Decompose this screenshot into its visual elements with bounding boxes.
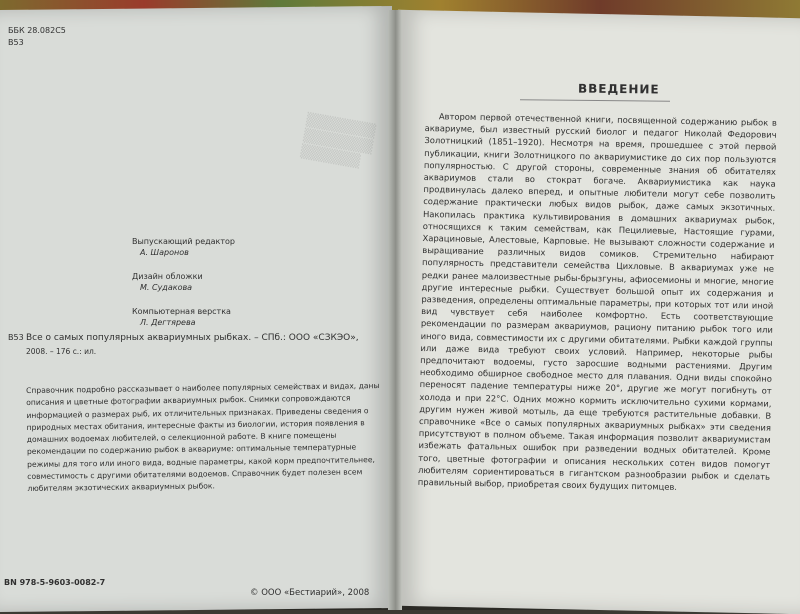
credit-name: А. Шаронов (140, 248, 189, 257)
catalog-code: В53 (8, 333, 24, 342)
credit-role: Компьютерная верстка (132, 307, 231, 316)
bbk-block (8, 25, 66, 49)
credit-cover-design (132, 271, 372, 293)
bbk-code: В53 (8, 38, 24, 47)
abstract-paragraph: Справочник подробно рассказывает о наиболее популярных семействах и видах, даны описания и цветные фотографии аквариумных рыбок. Снимки сопровождаются информацией о размерах рыб, их отличительных признаках. Приведены сведения о природных местах обитания, интересные факты из биологии, история появления в домашних водоемах любителей, о селекционной работе. В книге помещены рекомендации по содержанию рыбок в аквариуме: оптимальные температурные режимы для того или иного вида, водные параметры, какой корм предпочтительнее, совместимость с другими обитателями водоемов. Справочник будет полезен всем любителям экзотических аквариумных рыбок. (26, 381, 380, 494)
isbn: BN 978-5-9603-0082-7 (4, 578, 106, 587)
credit-editor (132, 236, 372, 258)
credit-role: Дизайн обложки (132, 272, 203, 281)
bibliographic-entry (26, 332, 376, 358)
credit-name: М. Судакова (140, 283, 193, 292)
credits-block (132, 236, 372, 341)
credit-layout (132, 306, 372, 328)
chapter-heading: ВВЕДЕНИЕ (577, 81, 660, 97)
credit-role: Выпускающий редактор (132, 237, 236, 246)
show-through-shadow: ▒▒▒▒▒▒▒ ▒▒▒▒▒▒▒ ▒▒▒▒▒▒ (299, 112, 377, 170)
publication-line: 2008. – 176 с.: ил. (26, 347, 97, 356)
introduction-paragraph: Автором первой отечественной книги, посвященной содержанию рыбок в аквариуме, был известный русский биолог и педагог Николай Федорович Золотницкий (1851–1920). Несмотря на время, прошедшее с этой первой публикации, книги Золотницкого по аквариумистике до сих пор пользуются популярностью. С другой стороны, современные знания об обитателях аквариумов стали во стократ богаче. Аквариумистика как наука продвинулась далеко вперед, и опытные любители могут себе позволить содержание практически любых видов рыбок, даже самых экзотичных. Накопилась практика культивирования в домашних аквариумах рыбок, относящихся к таким семействам, как Пецилиевые, Настоящие гурами, Харациновые, Алестовые, Карповые. Не вызывают сложности содержание и выращивание различных видов сомиков. Стремительно набирают популярность представители семейства Цихловые. В аквариумах уже не редки ранее малоизвестные рыбы-брызгуны, афиосемионы и многие, многие другие интересные рыбки. Существует большой опыт их содержания и разведения, определены оптимальные параметры, при которых тот или иной вид чувствует себя наиболее комфортно. Есть соответствующие рекомендации по размерам аквариумов, рациону питанию рыбок того или иного вида, совместимости их с другими обитателями. Рыбки каждой группы или даже вида требуют своих условий. Например, некоторые рыбы предпочитают водоемы, густо заросшие водными растениями. Другим необходимо обширное свободное место для плавания. Одни виды спокойно переносят падение температуры ниже 20°, другие же могут погибнуть от холода и при 22°С. Одних можно кормить исключительно сухими кормами, другим нужен живой мотыль, да еще требуются растительные добавки. В справочнике «Все о самых популярных аквариумных рыбках» эти сведения присутствуют в полном объеме. Такая информация позволит аквариумистам избежать фатальных ошибок при разведении водных обитателей. Кроме того, цветные фотографии и описания нескольких сотен видов помогут любителям сориентироваться в гигантском разнообразии рыбок и сделать правильный выбор, приобретая своих будущих питомцев. (417, 111, 777, 493)
bbk-index: ББК 28.082С5 (8, 26, 66, 35)
credit-name: Л. Дегтярева (140, 318, 196, 327)
copyright: © ООО «Бестиарий», 2008 (250, 588, 370, 598)
book-title-line: Все о самых популярных аквариумных рыбках. – СПб.: ООО «СЗКЭО», (26, 333, 359, 343)
book-gutter (388, 10, 402, 610)
